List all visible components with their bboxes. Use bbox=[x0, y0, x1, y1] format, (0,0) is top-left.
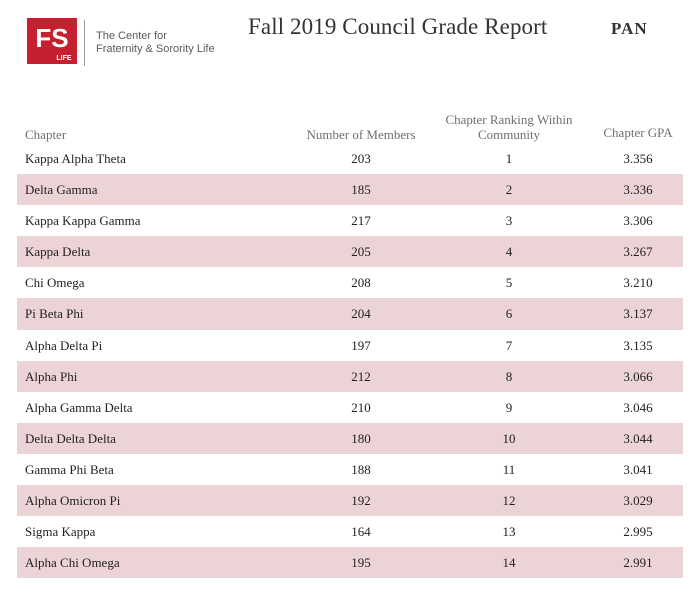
grade-table bbox=[17, 143, 683, 578]
member-count: 204 bbox=[351, 306, 371, 322]
chapter-name: Chi Omega bbox=[25, 275, 85, 291]
table-row bbox=[17, 392, 683, 423]
chapter-name: Delta Gamma bbox=[25, 182, 98, 198]
chapter-gpa: 3.044 bbox=[623, 430, 653, 446]
table-row bbox=[17, 423, 683, 454]
member-count: 164 bbox=[351, 524, 371, 540]
member-count: 212 bbox=[351, 368, 371, 384]
member-count: 203 bbox=[351, 151, 371, 166]
header-rank-line1: Chapter Ranking Within bbox=[445, 112, 573, 127]
chapter-name: Alpha Chi Omega bbox=[25, 555, 120, 571]
chapter-name: Alpha Gamma Delta bbox=[25, 399, 133, 415]
header-rank bbox=[434, 112, 584, 142]
chapter-rank: 9 bbox=[505, 399, 513, 415]
chapter-gpa: 3.066 bbox=[623, 368, 653, 384]
chapter-name: Kappa Kappa Gamma bbox=[25, 213, 141, 229]
member-count: 197 bbox=[351, 337, 371, 353]
chapter-rank: 6 bbox=[505, 306, 513, 322]
chapter-name: Kappa Alpha Theta bbox=[25, 151, 126, 166]
table-row bbox=[17, 174, 683, 205]
table-row bbox=[17, 205, 683, 236]
table-row bbox=[17, 454, 683, 485]
chapter-rank: 7 bbox=[505, 337, 513, 353]
member-count: 180 bbox=[351, 430, 371, 446]
table-row bbox=[17, 267, 683, 298]
member-count: 210 bbox=[351, 399, 371, 415]
chapter-gpa: 3.041 bbox=[623, 461, 653, 477]
chapter-rank: 10 bbox=[502, 430, 516, 446]
chapter-gpa: 3.046 bbox=[623, 399, 653, 415]
chapter-gpa: 3.336 bbox=[623, 182, 653, 198]
table-row bbox=[17, 547, 683, 578]
table-row bbox=[17, 516, 683, 547]
logo-text-line2: Fraternity & Sorority Life bbox=[96, 43, 215, 55]
table-row bbox=[17, 361, 683, 392]
header-rank-line2: Community bbox=[477, 127, 541, 142]
chapter-gpa: 3.306 bbox=[623, 213, 653, 229]
table-row bbox=[17, 236, 683, 267]
chapter-name: Alpha Omicron Pi bbox=[25, 493, 121, 509]
logo-divider bbox=[84, 20, 85, 66]
chapter-rank: 11 bbox=[502, 461, 516, 477]
chapter-rank: 3 bbox=[505, 213, 513, 229]
member-count: 192 bbox=[351, 493, 371, 509]
chapter-name: Kappa Delta bbox=[25, 244, 91, 260]
chapter-gpa: 3.137 bbox=[623, 306, 653, 322]
chapter-name: Alpha Delta Pi bbox=[25, 337, 103, 353]
member-count: 217 bbox=[351, 213, 371, 229]
table-row bbox=[17, 298, 683, 329]
table-row bbox=[17, 143, 683, 174]
chapter-gpa: 3.267 bbox=[623, 244, 653, 260]
logo-text bbox=[96, 30, 215, 56]
chapter-name: Gamma Phi Beta bbox=[25, 461, 114, 477]
logo-text-line1: The Center for bbox=[96, 30, 167, 42]
logo-mark: FS bbox=[35, 23, 69, 53]
chapter-gpa: 2.991 bbox=[623, 555, 653, 571]
table-row bbox=[17, 485, 683, 516]
chapter-name: Sigma Kappa bbox=[25, 524, 96, 540]
member-count: 188 bbox=[351, 461, 371, 477]
chapter-rank: 5 bbox=[505, 275, 513, 291]
chapter-gpa: 2.995 bbox=[623, 524, 653, 540]
chapter-rank: 13 bbox=[502, 524, 516, 540]
member-count: 195 bbox=[351, 555, 371, 571]
chapter-rank: 2 bbox=[505, 182, 513, 198]
chapter-name: Delta Delta Delta bbox=[25, 430, 116, 446]
fsl-logo bbox=[27, 18, 77, 64]
chapter-gpa: 3.210 bbox=[623, 275, 653, 291]
logo-sub: LIFE bbox=[56, 55, 72, 62]
member-count: 185 bbox=[351, 182, 371, 198]
chapter-gpa: 3.029 bbox=[623, 493, 653, 509]
chapter-rank: 1 bbox=[505, 151, 513, 166]
page-title: Fall 2019 Council Grade Report bbox=[248, 14, 548, 39]
table-row bbox=[17, 330, 683, 361]
member-count: 208 bbox=[351, 275, 371, 291]
chapter-name: Alpha Phi bbox=[25, 368, 78, 384]
header-gpa: Chapter GPA bbox=[603, 125, 673, 140]
chapter-name: Pi Beta Phi bbox=[25, 306, 84, 322]
member-count: 205 bbox=[351, 244, 371, 260]
chapter-rank: 14 bbox=[502, 555, 516, 571]
header-chapter: Chapter bbox=[25, 127, 67, 142]
chapter-rank: 8 bbox=[505, 368, 513, 384]
chapter-rank: 12 bbox=[502, 493, 516, 509]
council-label: PAN bbox=[611, 19, 648, 38]
header-members: Number of Members bbox=[306, 127, 416, 142]
chapter-gpa: 3.356 bbox=[623, 151, 653, 166]
chapter-gpa: 3.135 bbox=[623, 337, 653, 353]
chapter-rank: 4 bbox=[505, 244, 513, 260]
